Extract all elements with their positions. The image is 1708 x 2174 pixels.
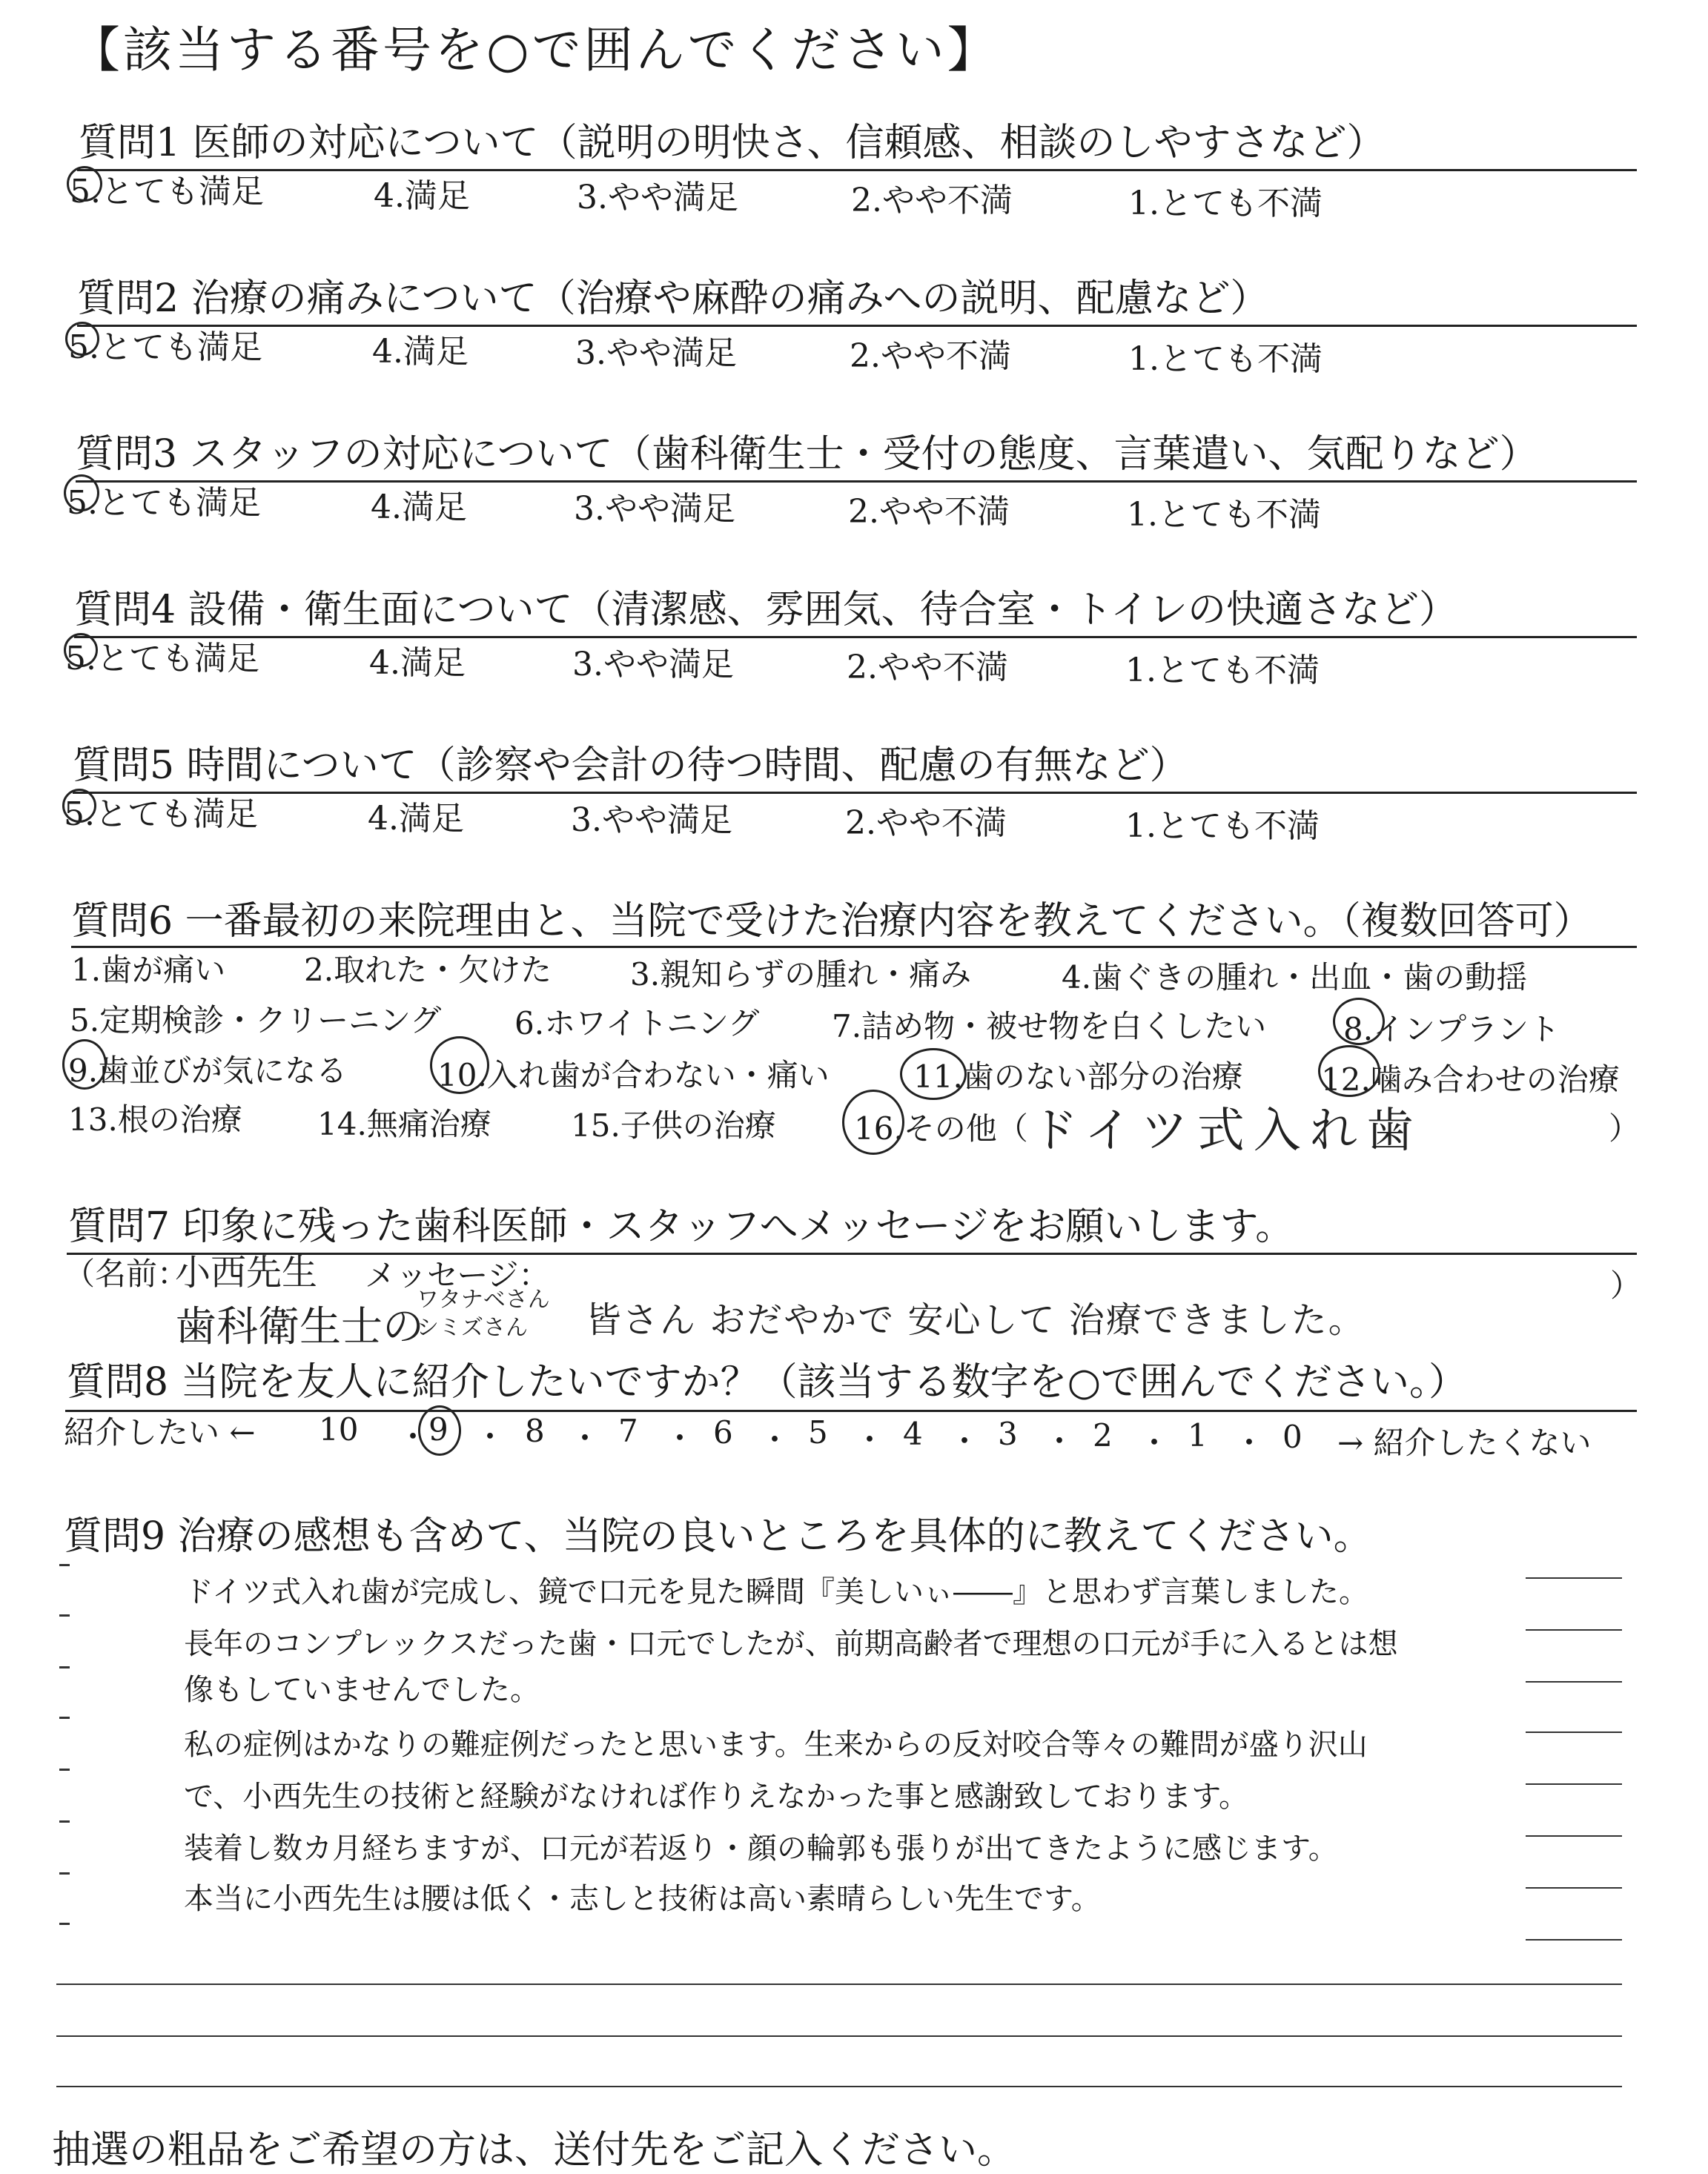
q7-name-label: （名前： (64, 1256, 189, 1292)
q6-item-15[interactable]: 15.子供の治療 (571, 1107, 776, 1144)
option-4[interactable]: 4.満足 (371, 488, 467, 526)
q7-message-prefix: 歯科衛生士の (175, 1303, 424, 1351)
q8-score-0[interactable]: 0 (1282, 1419, 1302, 1455)
option-2[interactable]: 2.やや不満 (851, 182, 1013, 219)
q6-item-13[interactable]: 13.根の治療 (68, 1101, 242, 1138)
q6-item-14[interactable]: 14.無痛治療 (317, 1106, 491, 1142)
q8-score-1[interactable]: 1 (1188, 1417, 1208, 1454)
option-1[interactable]: 1.とても不満 (1128, 340, 1323, 378)
question-title: 質問3 スタッフの対応について（歯科衛生士・受付の態度、言葉遣い、気配りなど） (76, 432, 1538, 477)
q7-message-name-2: シミズさん (417, 1315, 528, 1341)
q6-item-8[interactable]: 8.インプラント (1343, 1011, 1560, 1047)
option-3[interactable]: 3.やや満足 (572, 646, 734, 683)
option-1[interactable]: 1.とても不満 (1128, 185, 1323, 222)
question-title: 質問6 一番最初の来院理由と、当院で受けた治療内容を教えてください。（複数回答可） (71, 899, 1592, 944)
question-title: 質問8 当院を友人に紹介したいですか？（該当する数字を○で囲んでください。） (67, 1360, 1467, 1405)
q6-item-12[interactable]: 12.噛み合わせの治療 (1321, 1061, 1620, 1098)
option-3[interactable]: 3.やや満足 (574, 490, 735, 528)
option-4[interactable]: 4.満足 (368, 800, 464, 838)
q8-left-label: 紹介したい ← (64, 1414, 256, 1451)
q9-line-7: 本当に小西先生は腰は低く・志しと技術は高い素晴らしい先生です。 (184, 1882, 1101, 1916)
q8-score-3[interactable]: 3 (998, 1416, 1018, 1452)
q8-score-7[interactable]: 7 (618, 1413, 638, 1449)
selection-circle-11 (900, 1048, 967, 1100)
option-2[interactable]: 2.やや不満 (847, 649, 1008, 686)
option-2[interactable]: 2.やや不満 (848, 493, 1010, 531)
q6-item-3[interactable]: 3.親知らずの腫れ・痛み (630, 956, 972, 992)
q6-item-6[interactable]: 6.ホワイトニング (514, 1005, 760, 1041)
q6-item-9[interactable]: 9.歯並びが気になる (68, 1053, 348, 1089)
option-5[interactable]: 5.とても満足 (67, 484, 261, 522)
option-2[interactable]: 2.やや不満 (850, 337, 1011, 375)
option-4[interactable]: 4.満足 (372, 333, 469, 371)
q8-score-4[interactable]: 4 (903, 1416, 923, 1452)
q7-close: ） (1610, 1267, 1642, 1304)
q8-score-9[interactable]: 9 (428, 1411, 448, 1448)
q8-score-10[interactable]: 10 (319, 1411, 359, 1448)
form-header: 【該当する番号を○で囲んでください】 (71, 21, 999, 79)
q8-score-2[interactable]: 2 (1093, 1417, 1113, 1454)
selection-circle (65, 322, 99, 356)
q6-item-10[interactable]: 10.入れ歯が合わない・痛い (437, 1057, 830, 1093)
question-title: 質問4 設備・衛生面について（清潔感、雰囲気、待合室・トイレの快適さなど） (74, 588, 1457, 632)
question-title: 質問2 治療の痛みについて（治療や麻酔の痛みへの説明、配慮など） (77, 276, 1269, 321)
question-title: 質問5 時間について（診察や会計の待つ時間、配慮の有無など） (73, 743, 1188, 788)
option-5[interactable]: 5.とても満足 (68, 328, 262, 366)
selection-circle (62, 789, 96, 823)
q9-line-4: 私の症例はかなりの難症例だったと思います。生来からの反対咬合等々の難問が盛り沢山 (184, 1728, 1368, 1762)
selection-circle-9 (62, 1039, 107, 1090)
q6-other-close: ） (1609, 1110, 1641, 1147)
option-4[interactable]: 4.満足 (374, 177, 470, 215)
q8-score-5[interactable]: 5 (808, 1414, 828, 1451)
option-2[interactable]: 2.やや不満 (845, 804, 1007, 842)
option-3[interactable]: 3.やや満足 (571, 801, 732, 839)
q8-score-6[interactable]: 6 (713, 1414, 733, 1451)
question-title: 質問9 治療の感想も含めて、当院の良いところを具体的に教えてください。 (64, 1514, 1372, 1559)
option-1[interactable]: 1.とても不満 (1125, 807, 1320, 845)
question-title: 質問1 医師の対応について（説明の明快さ、信頼感、相談のしやすさなど） (79, 121, 1386, 165)
selection-circle (67, 166, 102, 202)
q9-line-3: 像もしていませんでした。 (184, 1673, 540, 1707)
q7-message-body: 皆さん おだやかで 安心して 治療できました。 (586, 1299, 1366, 1341)
q9-line-2: 長年のコンプレックスだった歯・口元でしたが、前期高齢者で理想の口元が手に入るとは想 (184, 1627, 1398, 1661)
selection-circle (64, 633, 98, 667)
selection-circle-10 (430, 1036, 489, 1094)
question-title: 質問7 印象に残った歯科医師・スタッフへメッセージをお願いします。 (68, 1204, 1294, 1249)
selection-circle-12 (1318, 1045, 1380, 1097)
q8-selection-circle (418, 1405, 461, 1456)
q9-line-1: ドイツ式入れ歯が完成し、鏡で口元を見た瞬間『美しいぃ――』と思わず言葉しました。 (184, 1575, 1368, 1609)
selection-circle (64, 474, 99, 511)
option-1[interactable]: 1.とても不満 (1127, 496, 1321, 534)
q9-line-6: 装着し数カ月経ちますが、口元が若返り・顔の輪郭も張りが出てきたように感じます。 (184, 1832, 1338, 1866)
q6-item-2[interactable]: 2.取れた・欠けた (304, 952, 552, 988)
option-5[interactable]: 5.とても満足 (70, 173, 264, 211)
q6-item-7[interactable]: 7.詰め物・被せ物を白くしたい (832, 1008, 1267, 1044)
selection-circle-8 (1333, 998, 1385, 1045)
q6-item-11[interactable]: 11.歯のない部分の治療 (913, 1058, 1243, 1095)
q6-other-handwritten: ドイツ式入れ歯 (1030, 1104, 1423, 1159)
option-4[interactable]: 4.満足 (369, 644, 466, 682)
option-1[interactable]: 1.とても不満 (1125, 652, 1320, 689)
q8-score-8[interactable]: 8 (525, 1413, 545, 1449)
q7-name-value[interactable]: 小西先生 (175, 1252, 318, 1293)
option-3[interactable]: 3.やや満足 (575, 334, 737, 372)
q7-message-name-1: ワタナベさん (417, 1287, 550, 1313)
option-3[interactable]: 3.やや満足 (577, 179, 738, 216)
q8-right-label: → 紹介したくない (1337, 1425, 1592, 1461)
q6-item-16[interactable]: 16.その他（ (854, 1110, 1028, 1147)
q6-item-4[interactable]: 4.歯ぐきの腫れ・出血・歯の動揺 (1062, 959, 1528, 995)
q9-line-5: で、小西先生の技術と経験がなければ作りえなかった事と感謝致しております。 (184, 1780, 1248, 1814)
q7-message-label: メッセージ： (365, 1257, 550, 1293)
q6-item-5[interactable]: 5.定期検診・クリーニング (70, 1002, 442, 1038)
option-5[interactable]: 5.とても満足 (65, 640, 259, 677)
selection-circle-16 (842, 1090, 904, 1155)
footer-note: 抽選の粗品をご希望の方は、送付先をご記入ください。 (52, 2128, 1016, 2173)
q6-item-1[interactable]: 1.歯が痛い (71, 952, 226, 988)
option-5[interactable]: 5.とても満足 (64, 795, 258, 833)
